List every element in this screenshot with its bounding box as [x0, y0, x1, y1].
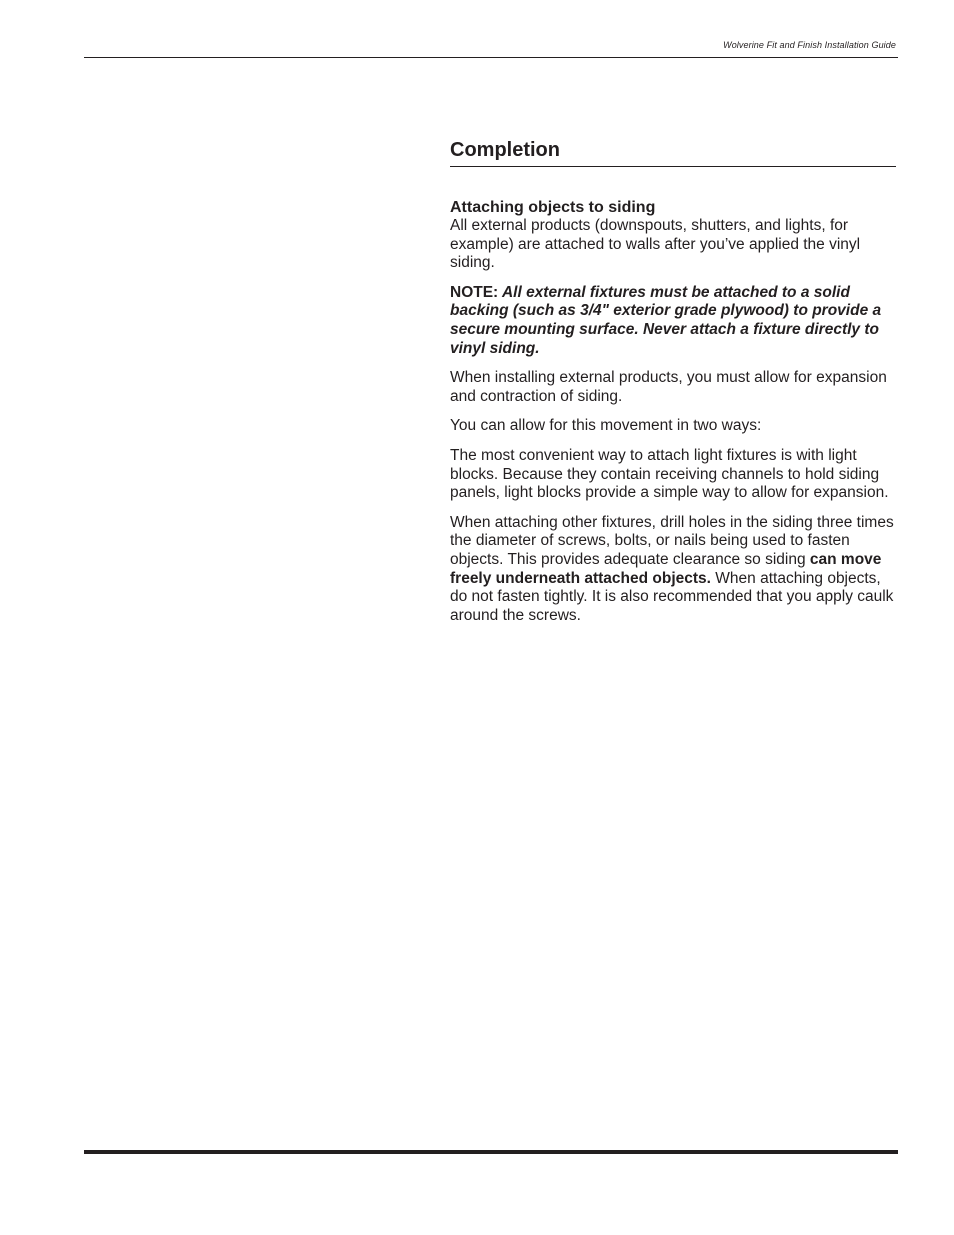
footer-rule [84, 1150, 898, 1154]
note-paragraph [450, 284, 896, 358]
drill-holes-paragraph [450, 514, 896, 626]
section-title: Completion [450, 139, 560, 161]
header-rule [84, 57, 898, 58]
two-ways-paragraph: You can allow for this movement in two ways: [450, 417, 762, 435]
expansion-paragraph: When installing external products, you must allow for expansion and contraction of siding. [450, 369, 887, 405]
light-blocks-paragraph: The most convenient way to attach light fixtures is with light blocks. Because they contain receiving channels to hold siding panels, light blocks provide a simple way to allow for expansion. [450, 446, 889, 502]
drill-text-bold: can move freely underneath attached objects. [450, 550, 882, 587]
subheading: Attaching objects to siding [450, 199, 656, 216]
note-label: NOTE: [450, 283, 499, 301]
drill-text-end: When attaching objects, do not fasten tightly. It is also recommended that you apply caulk around the screws. [450, 569, 894, 624]
note-text: All external fixtures must be attached to a solid backing (such as 3/4" exterior grade plywood) to provide a secure mounting surface. Never attach a fixture directly to vinyl siding. [450, 283, 882, 357]
main-content [450, 136, 896, 636]
running-header: Wolverine Fit and Finish Installation Guide [723, 40, 896, 50]
drill-text-start: When attaching other fixtures, drill holes in the siding three times the diameter of screws, bolts, or nails being used to fasten objects. This provides adequate clearance so siding [450, 513, 894, 568]
intro-paragraph: All external products (downspouts, shutters, and lights, for example) are attached to walls after you’ve applied the vinyl siding. [450, 217, 861, 272]
title-rule [450, 166, 896, 167]
